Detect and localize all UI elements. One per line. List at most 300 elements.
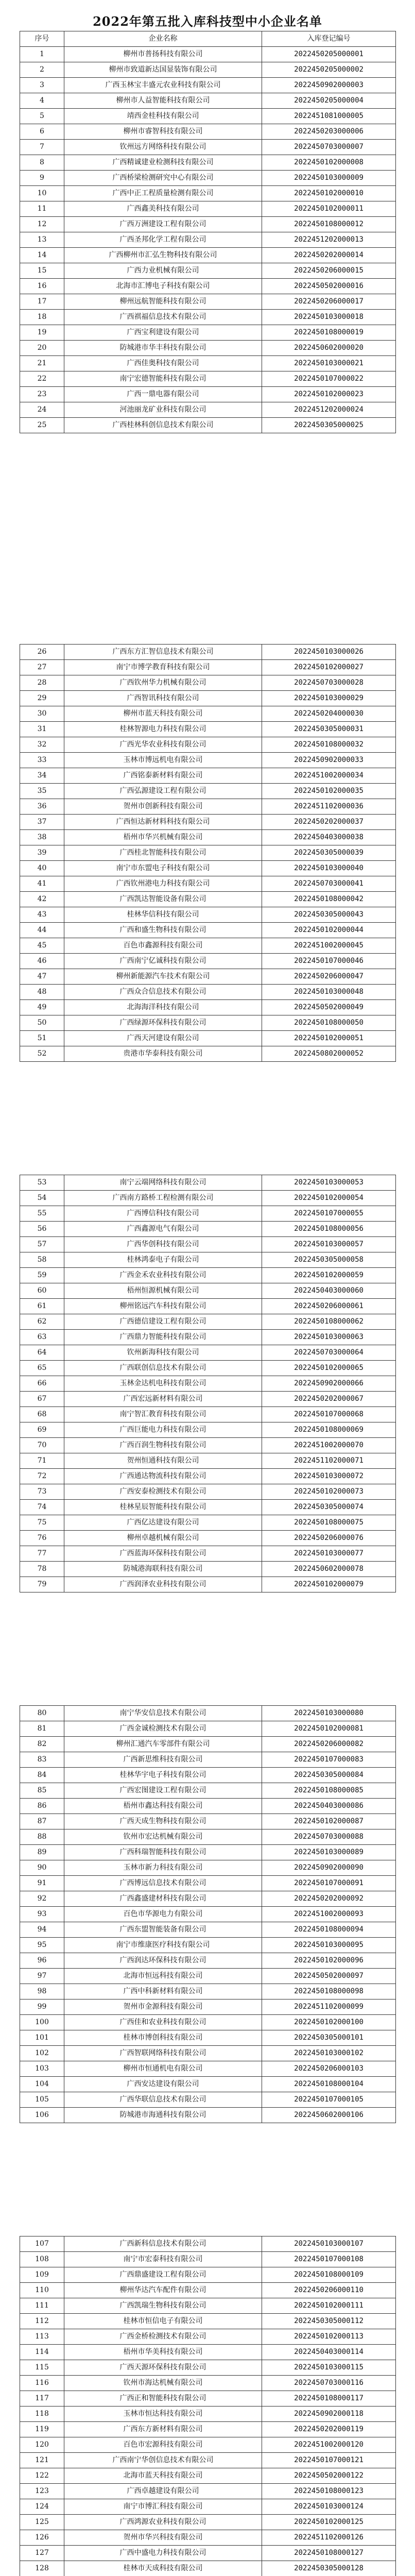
- row-serial: 43: [20, 907, 64, 923]
- row-company-name: 广西鑫盛建材科技有限公司: [64, 1891, 262, 1907]
- row-company-name: 钦州新海科技有限公司: [64, 1345, 262, 1361]
- row-company-name: 北海海洋科技有限公司: [64, 1000, 262, 1015]
- row-serial: 10: [20, 186, 64, 201]
- row-serial: 49: [20, 1000, 64, 1015]
- row-company-name: 广西玉林宝丰盛元农业科技有限公司: [64, 78, 262, 93]
- row-registration-code: 2022450204000030: [262, 706, 396, 722]
- row-serial: 18: [20, 310, 64, 325]
- row-serial: 9: [20, 171, 64, 186]
- row-registration-code: 2022450403000060: [262, 1283, 396, 1299]
- row-company-name: 北海市恒远科技有限公司: [64, 1969, 262, 1984]
- row-company-name: 广西天河建设有限公司: [64, 1031, 262, 1046]
- row-registration-code: 2022450102000100: [262, 2015, 396, 2030]
- row-registration-code: 2022450902000033: [262, 753, 396, 768]
- row-company-name: 贺州市金源科技有限公司: [64, 1999, 262, 2015]
- row-company-name: 广西通达物流科技有限公司: [64, 1469, 262, 1484]
- table-row: [20, 2453, 396, 2468]
- table-row: [20, 1268, 396, 1283]
- row-registration-code: 2022450102000065: [262, 1361, 396, 1376]
- row-serial: 36: [20, 799, 64, 815]
- row-company-name: 广西东方新材料有限公司: [64, 2422, 262, 2437]
- table-row: [20, 938, 396, 954]
- table-row: [20, 263, 396, 279]
- table-row: [20, 985, 396, 1000]
- row-serial: 45: [20, 938, 64, 954]
- row-company-name: 广西华创科技有限公司: [64, 1237, 262, 1252]
- row-serial: 119: [20, 2422, 64, 2437]
- row-serial: 55: [20, 1206, 64, 1222]
- row-registration-code: 2022450502000049: [262, 1000, 396, 1015]
- table-row: [20, 2077, 396, 2092]
- row-registration-code: 2022450102000096: [262, 1953, 396, 1969]
- row-registration-code: 2022450108000104: [262, 2077, 396, 2092]
- row-registration-code: 2022450108000098: [262, 1984, 396, 1999]
- row-serial: 102: [20, 2046, 64, 2061]
- row-registration-code: 2022450902000003: [262, 78, 396, 93]
- table-row: [20, 1046, 396, 1062]
- row-company-name: 防城港市华丰科技有限公司: [64, 341, 262, 356]
- row-company-name: 广西博信科技有限公司: [64, 1206, 262, 1222]
- row-company-name: 广西金诚检测技术有限公司: [64, 1721, 262, 1737]
- row-registration-code: 2022450205000004: [262, 93, 396, 109]
- row-company-name: 南宁市东盟电子科技有限公司: [64, 861, 262, 876]
- table-row: [20, 248, 396, 263]
- row-registration-code: 2022450305000128: [262, 2561, 396, 2576]
- row-serial: 24: [20, 402, 64, 418]
- row-serial: 89: [20, 1845, 64, 1860]
- row-company-name: 梧州市华美科技有限公司: [64, 2345, 262, 2360]
- row-registration-code: 2022450206000017: [262, 294, 396, 310]
- row-serial: 72: [20, 1469, 64, 1484]
- table-row: [20, 845, 396, 861]
- table-row: [20, 907, 396, 923]
- row-company-name: 桂林华信科技有限公司: [64, 907, 262, 923]
- table-row: [20, 1314, 396, 1330]
- table-row: [20, 784, 396, 799]
- row-serial: 12: [20, 217, 64, 232]
- table-row: [20, 645, 396, 660]
- page-block: [20, 1175, 395, 1592]
- row-serial: 29: [20, 691, 64, 706]
- row-registration-code: 2022450103000063: [262, 1330, 396, 1345]
- row-serial: 121: [20, 2453, 64, 2468]
- table-row: [20, 124, 396, 140]
- table-row: [20, 1422, 396, 1438]
- row-registration-code: 2022450305000112: [262, 2314, 396, 2329]
- row-registration-code: 2022450107000121: [262, 2453, 396, 2468]
- table-row: [20, 1484, 396, 1500]
- row-registration-code: 2022450102000125: [262, 2515, 396, 2530]
- row-company-name: 广西桂林科创信息技术有限公司: [64, 418, 262, 433]
- table-row: [20, 2499, 396, 2515]
- row-serial: 28: [20, 675, 64, 691]
- row-company-name: 广西和盛生物科技有限公司: [64, 923, 262, 938]
- table-row: [20, 1283, 396, 1299]
- row-serial: 79: [20, 1577, 64, 1592]
- row-serial: 85: [20, 1783, 64, 1799]
- row-registration-code: 2022450305000025: [262, 418, 396, 433]
- table-row: [20, 1376, 396, 1392]
- row-registration-code: 2022450102000044: [262, 923, 396, 938]
- row-company-name: 玉林市博远机电有限公司: [64, 753, 262, 768]
- row-company-name: 柳州远航智能科技有限公司: [64, 294, 262, 310]
- row-registration-code: 2022450108000042: [262, 892, 396, 907]
- row-company-name: 广西宝利建设有限公司: [64, 325, 262, 341]
- table-row: [20, 341, 396, 356]
- row-registration-code: 2022451102000099: [262, 1999, 396, 2015]
- table-row: [20, 691, 396, 706]
- table-row: [20, 1907, 396, 1922]
- table-row: [20, 768, 396, 784]
- row-company-name: 北海市蓝天科技有限公司: [64, 2468, 262, 2484]
- row-company-name: 玉林金达机电科技有限公司: [64, 1376, 262, 1392]
- row-company-name: 广西卓越建设有限公司: [64, 2484, 262, 2499]
- row-company-name: 广西天源环保科技有限公司: [64, 2360, 262, 2376]
- row-company-name: 广西光华农业科技有限公司: [64, 737, 262, 753]
- row-serial: 92: [20, 1891, 64, 1907]
- row-serial: 31: [20, 722, 64, 737]
- row-registration-code: 2022450107000046: [262, 954, 396, 969]
- row-company-name: 南宁云端网络科技有限公司: [64, 1175, 262, 1191]
- header-serial: 序号: [20, 31, 64, 47]
- table-row: [20, 1737, 396, 1752]
- row-registration-code: 2022450108000109: [262, 2267, 396, 2283]
- table-row: [20, 1515, 396, 1531]
- row-registration-code: 2022450102000023: [262, 387, 396, 402]
- row-company-name: 广西一鼎电器有限公司: [64, 387, 262, 402]
- table-row: [20, 1453, 396, 1469]
- row-company-name: 广西鸿源农业科技有限公司: [64, 2515, 262, 2530]
- row-serial: 20: [20, 341, 64, 356]
- row-company-name: 河池丽龙矿业科技有限公司: [64, 402, 262, 418]
- row-company-name: 贵港市华泰科技有限公司: [64, 1046, 262, 1062]
- row-company-name: 广西鼎盛建设工程有限公司: [64, 2267, 262, 2283]
- row-registration-code: 2022450102000054: [262, 1191, 396, 1206]
- table-row: [20, 294, 396, 310]
- row-serial: 7: [20, 140, 64, 155]
- table-row: [20, 1953, 396, 1969]
- table-row: [20, 2236, 396, 2252]
- row-company-name: 广西桂北智能科技有限公司: [64, 845, 262, 861]
- row-serial: 62: [20, 1314, 64, 1330]
- row-serial: 38: [20, 830, 64, 845]
- row-registration-code: 2022450103000053: [262, 1175, 396, 1191]
- row-registration-code: 2022450305000058: [262, 1252, 396, 1268]
- row-company-name: 南宁市博学教育科技有限公司: [64, 660, 262, 675]
- row-registration-code: 2022450103000077: [262, 1546, 396, 1562]
- row-serial: 99: [20, 1999, 64, 2015]
- row-company-name: 广西智联网络科技有限公司: [64, 2046, 262, 2061]
- table-row: [20, 418, 396, 433]
- row-company-name: 广西凯达智能设备有限公司: [64, 892, 262, 907]
- row-company-name: 贺州市创新科技有限公司: [64, 799, 262, 815]
- table-row: [20, 2546, 396, 2561]
- row-registration-code: 2022450108000075: [262, 1515, 396, 1531]
- row-serial: 77: [20, 1546, 64, 1562]
- row-serial: 108: [20, 2252, 64, 2267]
- row-registration-code: 2022450902000090: [262, 1860, 396, 1876]
- row-company-name: 广西巨能电力科技有限公司: [64, 1422, 262, 1438]
- row-registration-code: 2022450602000020: [262, 341, 396, 356]
- table-row: [20, 1860, 396, 1876]
- row-company-name: 广西南宁亿诚科技有限公司: [64, 954, 262, 969]
- table-row: [20, 1330, 396, 1345]
- row-company-name: 广西弘源建设工程有限公司: [64, 784, 262, 799]
- row-company-name: 广西联创信息技术有限公司: [64, 1361, 262, 1376]
- row-registration-code: 2022450703000007: [262, 140, 396, 155]
- enterprise-table: [20, 1705, 396, 2123]
- row-company-name: 广西东方汇智信息技术有限公司: [64, 645, 262, 660]
- table-row: [20, 1938, 396, 1953]
- row-registration-code: 2022450102000111: [262, 2298, 396, 2314]
- row-registration-code: 2022450103000029: [262, 691, 396, 706]
- table-row: [20, 2437, 396, 2453]
- row-serial: 35: [20, 784, 64, 799]
- table-row: [20, 1876, 396, 1891]
- row-registration-code: 2022450103000115: [262, 2360, 396, 2376]
- table-header-row: [20, 31, 396, 47]
- table-row: [20, 1706, 396, 1721]
- table-row: [20, 2530, 396, 2546]
- row-registration-code: 2022450108000085: [262, 1783, 396, 1799]
- row-registration-code: 2022450902000118: [262, 2406, 396, 2422]
- row-company-name: 广西南宁华创信息技术有限公司: [64, 2453, 262, 2468]
- row-registration-code: 2022450103000095: [262, 1938, 396, 1953]
- row-company-name: 桂林华宇电子科技有限公司: [64, 1768, 262, 1783]
- row-serial: 11: [20, 201, 64, 217]
- row-serial: 40: [20, 861, 64, 876]
- row-registration-code: 2022450206000015: [262, 263, 396, 279]
- row-registration-code: 2022450102000011: [262, 201, 396, 217]
- row-serial: 21: [20, 356, 64, 371]
- row-registration-code: 2022450102000027: [262, 660, 396, 675]
- table-row: [20, 1000, 396, 1015]
- table-row: [20, 2046, 396, 2061]
- row-serial: 84: [20, 1768, 64, 1783]
- table-row: [20, 140, 396, 155]
- row-serial: 16: [20, 279, 64, 294]
- row-serial: 68: [20, 1407, 64, 1422]
- row-registration-code: 2022451002000070: [262, 1438, 396, 1453]
- row-serial: 110: [20, 2283, 64, 2298]
- row-serial: 94: [20, 1922, 64, 1938]
- row-registration-code: 2022450102000087: [262, 1814, 396, 1829]
- row-registration-code: 2022450102000008: [262, 155, 396, 171]
- row-company-name: 桂林智源电力科技有限公司: [64, 722, 262, 737]
- row-registration-code: 2022450103000124: [262, 2499, 396, 2515]
- row-serial: 91: [20, 1876, 64, 1891]
- row-registration-code: 2022450206000110: [262, 2283, 396, 2298]
- table-row: [20, 47, 396, 62]
- row-company-name: 柳州新能源汽车技术有限公司: [64, 969, 262, 985]
- row-registration-code: 2022450108000094: [262, 1922, 396, 1938]
- row-company-name: 柳州市蓝天科技有限公司: [64, 706, 262, 722]
- row-company-name: 柳州华达汽车配件有限公司: [64, 2283, 262, 2298]
- table-row: [20, 1721, 396, 1737]
- row-registration-code: 2022451002000045: [262, 938, 396, 954]
- table-row: [20, 1015, 396, 1031]
- row-company-name: 广西天成生物科技有限公司: [64, 1814, 262, 1829]
- table-row: [20, 356, 396, 371]
- row-serial: 32: [20, 737, 64, 753]
- row-company-name: 广西凯瑞生物科技有限公司: [64, 2298, 262, 2314]
- row-registration-code: 2022450602000078: [262, 1562, 396, 1577]
- row-serial: 80: [20, 1706, 64, 1721]
- row-serial: 50: [20, 1015, 64, 1031]
- row-registration-code: 2022450305000074: [262, 1500, 396, 1515]
- row-serial: 46: [20, 954, 64, 969]
- row-serial: 74: [20, 1500, 64, 1515]
- row-registration-code: 2022450103000021: [262, 356, 396, 371]
- row-serial: 44: [20, 923, 64, 938]
- row-serial: 53: [20, 1175, 64, 1191]
- table-row: [20, 706, 396, 722]
- row-company-name: 柳州卓越机械有限公司: [64, 1531, 262, 1546]
- row-company-name: 南宁市维康医疗科技有限公司: [64, 1938, 262, 1953]
- row-registration-code: 2022450206000076: [262, 1531, 396, 1546]
- row-serial: 111: [20, 2298, 64, 2314]
- table-row: [20, 2061, 396, 2077]
- row-serial: 86: [20, 1799, 64, 1814]
- row-registration-code: 2022450206000082: [262, 1737, 396, 1752]
- row-serial: 39: [20, 845, 64, 861]
- row-registration-code: 2022450102000079: [262, 1577, 396, 1592]
- row-serial: 51: [20, 1031, 64, 1046]
- table-row: [20, 892, 396, 907]
- row-company-name: 钦州远方网络科技有限公司: [64, 140, 262, 155]
- row-company-name: 广西精诚建业检测科技有限公司: [64, 155, 262, 171]
- row-registration-code: 2022450703000116: [262, 2376, 396, 2391]
- row-serial: 23: [20, 387, 64, 402]
- row-registration-code: 2022450107000105: [262, 2092, 396, 2108]
- table-row: [20, 2329, 396, 2345]
- row-registration-code: 2022450202000119: [262, 2422, 396, 2437]
- row-company-name: 南宁宏德智能科技有限公司: [64, 371, 262, 387]
- row-serial: 60: [20, 1283, 64, 1299]
- row-registration-code: 2022450802000052: [262, 1046, 396, 1062]
- row-serial: 107: [20, 2236, 64, 2252]
- row-registration-code: 2022450103000018: [262, 310, 396, 325]
- row-serial: 26: [20, 645, 64, 660]
- row-serial: 71: [20, 1453, 64, 1469]
- header-company-name: 企业名称: [64, 31, 262, 47]
- table-row: [20, 2561, 396, 2576]
- table-row: [20, 78, 396, 93]
- row-serial: 127: [20, 2546, 64, 2561]
- table-row: [20, 2345, 396, 2360]
- row-company-name: 防城港市海通科技有限公司: [64, 2108, 262, 2123]
- table-row: [20, 2376, 396, 2391]
- row-registration-code: 2022450305000043: [262, 907, 396, 923]
- row-company-name: 广西华联信息技术有限公司: [64, 2092, 262, 2108]
- row-company-name: 靖西金桂科技有限公司: [64, 109, 262, 124]
- row-serial: 115: [20, 2360, 64, 2376]
- row-registration-code: 2022450102000010: [262, 186, 396, 201]
- row-serial: 25: [20, 418, 64, 433]
- row-registration-code: 2022450108000069: [262, 1422, 396, 1438]
- table-row: [20, 675, 396, 691]
- row-registration-code: 2022451202000024: [262, 402, 396, 418]
- row-serial: 52: [20, 1046, 64, 1062]
- row-serial: 100: [20, 2015, 64, 2030]
- table-row: [20, 325, 396, 341]
- row-company-name: 广西恒达新材料科技有限公司: [64, 815, 262, 830]
- row-serial: 48: [20, 985, 64, 1000]
- table-row: [20, 2391, 396, 2406]
- row-company-name: 桂林市天成科技有限公司: [64, 2561, 262, 2576]
- row-registration-code: 2022450703000028: [262, 675, 396, 691]
- row-serial: 96: [20, 1953, 64, 1969]
- row-registration-code: 2022450103000040: [262, 861, 396, 876]
- row-registration-code: 2022450703000064: [262, 1345, 396, 1361]
- row-serial: 56: [20, 1222, 64, 1237]
- row-serial: 58: [20, 1252, 64, 1268]
- table-row: [20, 753, 396, 768]
- table-row: [20, 876, 396, 892]
- row-serial: 106: [20, 2108, 64, 2123]
- row-serial: 22: [20, 371, 64, 387]
- row-registration-code: 2022451102000126: [262, 2530, 396, 2546]
- table-row: [20, 279, 396, 294]
- row-company-name: 广西安达建设有限公司: [64, 2077, 262, 2092]
- row-company-name: 广西新思维科技有限公司: [64, 1752, 262, 1768]
- row-serial: 81: [20, 1721, 64, 1737]
- row-company-name: 玉林市新力科技有限公司: [64, 1860, 262, 1876]
- row-company-name: 百色市宏源科技有限公司: [64, 2437, 262, 2453]
- table-row: [20, 954, 396, 969]
- row-company-name: 广西中正工程质量检测有限公司: [64, 186, 262, 201]
- row-company-name: 柳州市睿智科技有限公司: [64, 124, 262, 140]
- row-company-name: 广西百润生物科技有限公司: [64, 1438, 262, 1453]
- table-row: [20, 923, 396, 938]
- table-row: [20, 2484, 396, 2499]
- row-company-name: 梧州市鑫达科技有限公司: [64, 1799, 262, 1814]
- row-serial: 123: [20, 2484, 64, 2499]
- row-company-name: 钦州市宏达机械有限公司: [64, 1829, 262, 1845]
- table-row: [20, 2422, 396, 2437]
- row-company-name: 广西金禾农业科技有限公司: [64, 1268, 262, 1283]
- row-serial: 113: [20, 2329, 64, 2345]
- row-serial: 3: [20, 78, 64, 93]
- row-registration-code: 2022450108000032: [262, 737, 396, 753]
- table-row: [20, 371, 396, 387]
- row-serial: 90: [20, 1860, 64, 1876]
- row-company-name: 广西圣邦化学工程有限公司: [64, 232, 262, 248]
- row-registration-code: 2022450202000014: [262, 248, 396, 263]
- table-row: [20, 2283, 396, 2298]
- table-row: [20, 2252, 396, 2267]
- table-row: [20, 861, 396, 876]
- page-block: [20, 1705, 395, 2123]
- row-registration-code: 2022450107000068: [262, 1407, 396, 1422]
- row-company-name: 广西钦州港电力科技有限公司: [64, 876, 262, 892]
- table-row: [20, 1845, 396, 1860]
- table-row: [20, 1361, 396, 1376]
- row-registration-code: 2022450102000059: [262, 1268, 396, 1283]
- table-row: [20, 1577, 396, 1592]
- row-serial: 69: [20, 1422, 64, 1438]
- row-company-name: 贺州市华兴科技有限公司: [64, 2530, 262, 2546]
- table-row: [20, 1175, 396, 1191]
- row-company-name: 广西宏图建设工程有限公司: [64, 1783, 262, 1799]
- table-row: [20, 1237, 396, 1252]
- row-company-name: 广西众合信息技术有限公司: [64, 985, 262, 1000]
- row-company-name: 广西鑫美科技有限公司: [64, 201, 262, 217]
- row-serial: 6: [20, 124, 64, 140]
- table-row: [20, 1562, 396, 1577]
- row-registration-code: 2022451102000071: [262, 1453, 396, 1469]
- row-serial: 128: [20, 2561, 64, 2576]
